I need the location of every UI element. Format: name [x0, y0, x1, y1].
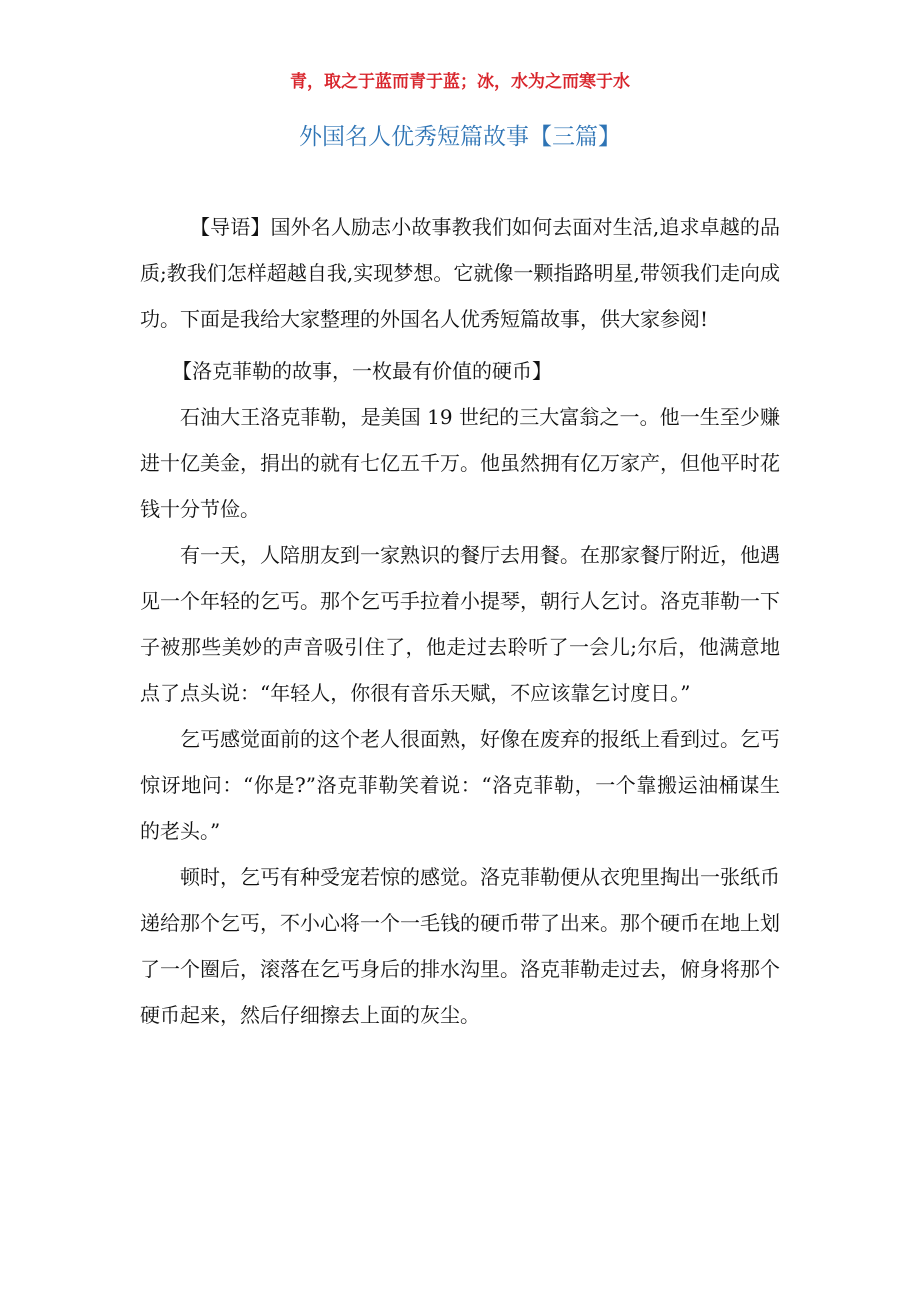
- intro-paragraph: 【导语】国外名人励志小故事教我们如何去面对生活,追求卓越的品质;教我们怎样超越自我,实现梦想。它就像一颗指路明星,带领我们走向成功。下面是我给大家整理的外国名人优秀短篇故事，供大家参阅!: [140, 215, 780, 331]
- document-title: 外国名人优秀短篇故事【三篇】: [299, 124, 621, 150]
- body-paragraph: 有一天，人陪朋友到一家熟识的餐厅去用餐。在那家餐厅附近，他遇见一个年轻的乞丐。那个乞丐手拉着小提琴，朝行人乞讨。洛克菲勒一下子被那些美妙的声音吸引住了，他走过去聆听了一会儿;尔后，他满意地点了点头说：“年轻人，你很有音乐天赋，不应该靠乞讨度日。”: [140, 543, 780, 705]
- document-body: [140, 204, 780, 1038]
- section-heading: 【洛克菲勒的故事，一枚最有价值的硬币】: [172, 359, 552, 383]
- body-paragraph: 乞丐感觉面前的这个老人很面熟，好像在废弃的报纸上看到过。乞丐惊讶地问：“你是?”洛克菲勒笑着说：“洛克菲勒，一个靠搬运油桶谋生的老头。”: [140, 727, 780, 843]
- header-motto: 青，取之于蓝而青于蓝；冰，水为之而寒于水: [290, 72, 630, 92]
- body-paragraph: 顿时，乞丐有种受宠若惊的感觉。洛克菲勒便从衣兜里掏出一张纸币递给那个乞丐，不小心将一个一毛钱的硬币带了出来。那个硬币在地上划了一个圈后，滚落在乞丐身后的排水沟里。洛克菲勒走过去，俯身将那个硬币起来，然后仔细擦去上面的灰尘。: [140, 865, 780, 1027]
- body-paragraph: 石油大王洛克菲勒，是美国 19 世纪的三大富翁之一。他一生至少赚进十亿美金，捐出的就有七亿五千万。他虽然拥有亿万家产，但他平时花钱十分节俭。: [140, 405, 780, 521]
